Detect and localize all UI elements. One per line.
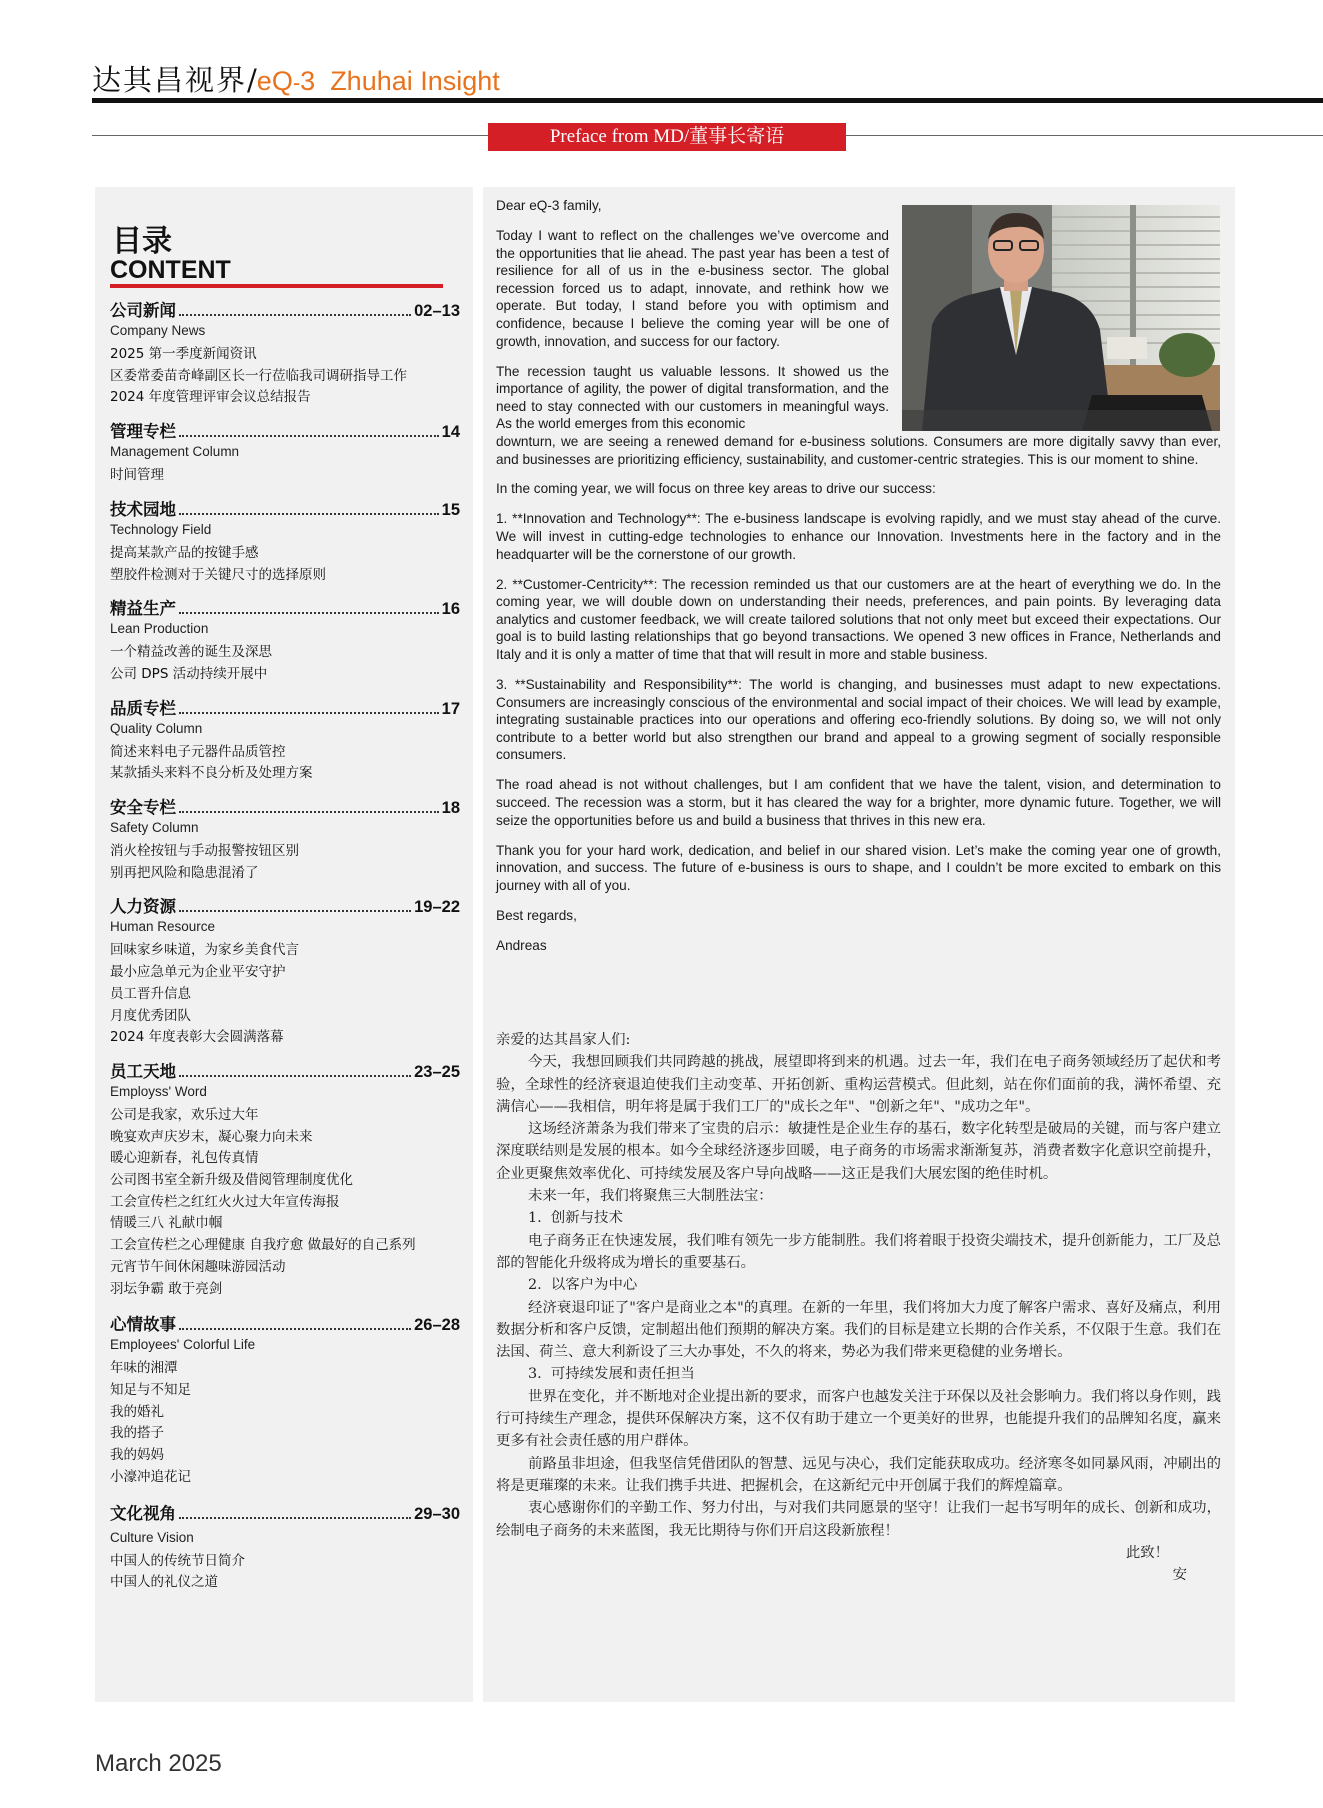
- letter-cn-heading: 3. 可持续发展和责任担当: [528, 1366, 695, 1383]
- toc-section-en: Culture Vision: [110, 1529, 194, 1545]
- toc-section-en: Lean Production: [110, 621, 209, 637]
- toc-item[interactable]: 晚宴欢声庆岁末，凝心聚力向未来: [110, 1128, 313, 1145]
- letter-cn-paragraph: 电子商务正在快速发展，我们唯有领先一步方能制胜。我们将着眼于投资尖端技术，提升创新能力，工厂及总部的智能化升级将成为增长的重要基石。: [496, 1232, 1221, 1271]
- letter-cn-signature: 安: [1172, 1567, 1187, 1584]
- toc-section-title[interactable]: [110, 797, 460, 819]
- toc-section-title[interactable]: [110, 421, 460, 443]
- toc-section-title[interactable]: [110, 1503, 460, 1525]
- letter-greeting: Dear eQ-3 family,: [496, 198, 602, 213]
- toc-leader-dots: [179, 435, 439, 437]
- toc-item[interactable]: 时间管理: [110, 467, 164, 484]
- letter-en: [496, 197, 1221, 967]
- letter-paragraph: 2. **Customer-Centricity**: The recession reminded us that our customers are at the heart of everything we do. In the coming year, we will double down on understanding their needs, preferences, and pain points. By leveraging data analytics and customer feedback, we will create tailored solutions that not only meet but exceed their expectations. Our goal is to build lasting relationships that go beyond transactions. We opened 3 new offices in France, Netherlands and Italy and it is only a matter of time that that will result in more and stable business.: [496, 576, 1221, 663]
- toc-item[interactable]: 某款插头来料不良分析及处理方案: [110, 765, 313, 782]
- masthead-brand-prefix: eQ: [256, 66, 293, 96]
- toc-underline: [110, 284, 443, 288]
- letter-cn-paragraph: 衷心感谢你们的辛勤工作、努力付出，与对我们共同愿景的坚守！让我们一起书写明年的成长、创新和成功，绘制电子商务的未来蓝图，我无比期待与你们开启这段新旅程！: [496, 1500, 1221, 1539]
- toc-item[interactable]: 2024 年度管理评审会议总结报告: [110, 389, 311, 406]
- toc-section: [110, 698, 460, 785]
- letter-cn-paragraph: 这场经济萧条为我们带来了宝贵的启示：敏捷性是企业生存的基石，数字化转型是破局的关键，而与客户建立深度联结则是发展的根本。如今全球经济逐步回暖，电子商务的市场需求渐渐复苏，消费者数字化意识空前提升，企业更聚焦效率优化、可持续发展及客户导向战略——这正是我们大展宏图的绝佳时机。: [496, 1121, 1221, 1182]
- toc-item[interactable]: 回味家乡味道，为家乡美食代言: [110, 942, 299, 959]
- masthead-title-en: [257, 66, 500, 96]
- toc-item[interactable]: 2025 第一季度新闻资讯: [110, 346, 257, 362]
- toc-section-name: 管理专栏: [110, 422, 176, 442]
- toc-item[interactable]: 羽坛争霸 敢于亮剑: [110, 1280, 223, 1297]
- toc-page-number: 14: [441, 423, 460, 442]
- toc-section: [110, 896, 460, 1049]
- toc-section: [110, 797, 460, 884]
- toc-leader-dots: [179, 612, 439, 614]
- toc-section-name: 文化视角: [110, 1503, 176, 1523]
- toc-section-name: 安全专栏: [110, 798, 176, 818]
- toc-section: [110, 1314, 460, 1488]
- toc-leader-dots: [179, 1328, 411, 1330]
- toc-page-number: 16: [441, 600, 460, 619]
- toc-item[interactable]: 我的妈妈: [110, 1447, 164, 1464]
- toc-item[interactable]: 中国人的礼仪之道: [110, 1574, 218, 1591]
- toc-page-number: 23–25: [414, 1062, 460, 1081]
- masthead-title-cn: 达其昌视界: [92, 63, 248, 97]
- letter-cn-paragraph: 前路虽非坦途，但我坚信凭借团队的智慧、远见与决心，我们定能获取成功。经济寒冬如同暴风雨，冲刷出的将是更璀璨的未来。让我们携手共进、把握机会，在这新纪元中开创属于我们的辉煌篇章。: [496, 1455, 1221, 1494]
- toc-title-cn: 目录: [112, 224, 172, 259]
- toc-section: [110, 499, 460, 586]
- letter-closing: Best regards,: [496, 907, 577, 923]
- toc-leader-dots: [179, 910, 411, 912]
- toc-leader-dots: [179, 712, 439, 714]
- toc-section-en: Employees' Colorful Life: [110, 1337, 256, 1353]
- toc-item[interactable]: 区委常委苗奇峰副区长一行莅临我司调研指导工作: [110, 367, 407, 384]
- masthead-brand-rest: Zhuhai Insight: [315, 66, 500, 96]
- toc-section-en: Employss' Word: [110, 1083, 207, 1099]
- toc-item[interactable]: 公司 DPS 活动持续开展中: [110, 665, 268, 682]
- toc-page-number: 26–28: [414, 1316, 460, 1335]
- toc-item[interactable]: 知足与不知足: [110, 1381, 191, 1398]
- toc-item[interactable]: 2024 年度表彰大会圆满落幕: [110, 1029, 284, 1046]
- toc-leader-dots: [179, 513, 439, 515]
- toc-section-en: Quality Column: [110, 720, 203, 736]
- toc-item[interactable]: 公司是我家，欢乐过大年: [110, 1106, 259, 1123]
- letter-paragraph: 1. **Innovation and Technology**: The e-business landscape is evolving rapidly, and we must stay ahead of the curve. We will invest in cutting-edge technologies to enhance our Innovation. Investments here in the factory and in the headquarter will be the cornerstone of our growth.: [496, 511, 1221, 562]
- toc-item[interactable]: 塑胶件检测对于关键尺寸的选择原则: [110, 566, 326, 583]
- toc-section-title[interactable]: [110, 1061, 460, 1083]
- toc-section-name: 公司新闻: [110, 301, 176, 320]
- toc-item[interactable]: 一个精益改善的诞生及深思: [110, 644, 272, 661]
- toc-page-number: 15: [441, 500, 460, 519]
- table-of-contents: [110, 300, 460, 1594]
- toc-title-en: CONTENT: [110, 256, 231, 284]
- toc-section-name: 心情故事: [110, 1315, 176, 1335]
- masthead: [92, 58, 500, 98]
- toc-page-number: 29–30: [414, 1504, 460, 1523]
- toc-item[interactable]: 简述来料电子元器件品质管控: [110, 743, 286, 760]
- toc-section-title[interactable]: [110, 1314, 460, 1336]
- toc-section-en: Safety Column: [110, 820, 199, 836]
- toc-leader-dots: [179, 1517, 411, 1519]
- toc-item[interactable]: 小濠冲追花记: [110, 1468, 191, 1485]
- toc-item[interactable]: 中国人的传统节日简介: [110, 1552, 245, 1569]
- letter-paragraph: The recession taught us valuable lessons. It showed us the importance of agility, the power of digital transformation, and the need to stay connected with our customers in meaningful ways. As the world emerges from this economic: [496, 363, 889, 432]
- toc-section-en: Technology Field: [110, 521, 212, 537]
- toc-page-number: 19–22: [414, 898, 460, 917]
- toc-section-title[interactable]: [110, 300, 460, 322]
- toc-section-name: 员工天地: [110, 1061, 176, 1081]
- letter-paragraph: downturn, we are seeing a renewed demand for e-business solutions. Consumers are more digitally savvy than ever, and businesses are prioritizing efficiency, sustainability, and customer-centric strategies. This is our moment to shine.: [496, 433, 1221, 467]
- toc-page-number: 18: [441, 799, 460, 818]
- toc-section: [110, 421, 460, 487]
- toc-item[interactable]: 情暖三八 礼献巾帼: [110, 1215, 223, 1232]
- letter-cn: [496, 1029, 1221, 1586]
- toc-item[interactable]: 工会宣传栏之心理健康 自我疗愈 做最好的自己系列: [110, 1237, 416, 1254]
- letter-cn-paragraph: 世界在变化，并不断地对企业提出新的要求，而客户也越发关注于环保以及社会影响力。我们将以身作则，践行可持续生产理念，提供环保解决方案，这不仅有助于建立一个更美好的世界，也能提升我们的品牌知名度，赢来更多有社会责任感的用户群体。: [496, 1388, 1221, 1450]
- toc-section: [110, 300, 460, 409]
- issue-date: March 2025: [95, 1750, 222, 1777]
- toc-item[interactable]: 消火栓按钮与手动报警按钮区别: [110, 843, 299, 860]
- letter-cn-paragraph: 未来一年，我们将聚焦三大制胜法宝：: [528, 1188, 773, 1205]
- toc-item[interactable]: 提高某款产品的按键手感: [110, 544, 259, 561]
- letter-cn-paragraph: 经济衰退印证了"客户是商业之本"的真理。在新的一年里，我们将加大力度了解客户需求、喜好及痛点，利用数据分析和客户反馈，定制超出他们预期的解决方案。我们的目标是建立长期的合作关系，不仅限于生意。我们在法国、荷兰、意大利新设了三大办事处，不久的将来，势必为我们带来更稳健的业务增长。: [496, 1299, 1221, 1361]
- letter-paragraph: In the coming year, we will focus on three key areas to drive our success:: [496, 481, 936, 497]
- toc-page-number: 17: [441, 699, 460, 718]
- toc-page-number: 02–13: [414, 302, 460, 320]
- masthead-rule: [92, 98, 1323, 103]
- toc-item[interactable]: 公司图书室全新升级及借阅管理制度优化: [110, 1172, 353, 1189]
- toc-item[interactable]: 年味的湘潭: [110, 1360, 178, 1377]
- toc-item[interactable]: 元宵节午间休闲趣味游园活动: [110, 1258, 286, 1275]
- toc-item[interactable]: 暖心迎新春，礼包传真情: [110, 1150, 259, 1167]
- toc-section-name: 精益生产: [110, 599, 176, 619]
- toc-section-en: Human Resource: [110, 919, 216, 935]
- letter-cn-heading: 2. 以客户为中心: [528, 1277, 638, 1294]
- letter-paragraph: 3. **Sustainability and Responsibility**: The world is changing, and businesses must adapt to new expectations. Consumers are increasingly conscious of the environmental and social impact of their choices. We will lead by example, integrating sustainable practices into our operations and offering eco-friendly solutions. By doing so, we will not only contribute to a better world but also strengthen our brand and appeal to a growing segment of socially responsible consumers.: [496, 677, 1221, 763]
- toc-item[interactable]: 别再把风险和隐患混淆了: [110, 864, 259, 881]
- toc-section-name: 品质专栏: [110, 698, 176, 718]
- toc-section-en: Management Column: [110, 444, 240, 460]
- toc-leader-dots: [179, 314, 411, 316]
- section-banner: Preface from MD/董事长寄语: [488, 123, 846, 151]
- toc-section-name: 人力资源: [110, 897, 176, 917]
- masthead-brand-dash: -: [292, 70, 301, 95]
- masthead-brand-num: 3: [300, 66, 316, 96]
- toc-section: [110, 1061, 460, 1300]
- toc-item[interactable]: 月度优秀团队: [110, 1007, 191, 1024]
- toc-section-title[interactable]: [110, 698, 460, 720]
- letter-cn-paragraph: 今天，我想回顾我们共同跨越的挑战，展望即将到来的机遇。过去一年，我们在电子商务领域经历了起伏和考验，全球性的经济衰退迫使我们主动变革、开拓创新、重构运营模式。但此刻，站在你们面前的我，满怀希望、充满信心——我相信，明年将是属于我们工厂的"成长之年"、"创新之年"、"成功之年"。: [496, 1054, 1221, 1115]
- letter-cn-closing: 此致！: [1125, 1544, 1169, 1561]
- letter-cn-greeting: 亲爱的达其昌家人们:: [496, 1032, 631, 1048]
- toc-section: [110, 1503, 460, 1594]
- letter-paragraph: Today I want to reflect on the challenges we’ve overcome and the opportunities that lie ahead. The past year has been a test of resilience for all of us in the e-business sector. The global recession forced us to adapt, innovate, and rethink how we operate. But today, I stand before you with optimism and confidence, because I believe the coming year will be one of growth, innovation, and success for our factory.: [496, 227, 889, 349]
- toc-item[interactable]: 最小应急单元为企业平安守护: [110, 964, 286, 981]
- toc-section: [110, 598, 460, 685]
- letter-cn-heading: 1. 创新与技术: [528, 1210, 623, 1227]
- toc-leader-dots: [179, 811, 439, 813]
- letter-paragraph: Thank you for your hard work, dedication, and belief in our shared vision. Let’s make the coming year one of growth, innovation, and success. The future of e-business is ours to shape, and I couldn’t be more excited to embark on this journey with all of you.: [496, 842, 1221, 893]
- toc-item[interactable]: 我的婚礼: [110, 1403, 164, 1420]
- letter-signature: Andreas: [496, 937, 547, 953]
- letter-paragraph: The road ahead is not without challenges, but I am confident that we have the talent, vision, and determination to succeed. The recession was a storm, but it has cleared the way for a brighter, more dynamic future. Together, we will seize the opportunities before us and build a business that thrives in this new era.: [496, 777, 1221, 828]
- toc-section-title[interactable]: [110, 499, 460, 521]
- toc-item[interactable]: 工会宣传栏之红红火火过大年宣传海报: [110, 1193, 340, 1210]
- masthead-slash: /: [247, 63, 257, 97]
- toc-item[interactable]: 员工晋升信息: [110, 985, 191, 1002]
- toc-item[interactable]: 我的搭子: [110, 1425, 164, 1442]
- toc-section-name: 技术园地: [110, 499, 176, 519]
- toc-section-title[interactable]: [110, 598, 460, 620]
- toc-leader-dots: [179, 1075, 411, 1077]
- toc-section-title[interactable]: [110, 896, 460, 918]
- toc-section-en: Company News: [110, 323, 206, 338]
